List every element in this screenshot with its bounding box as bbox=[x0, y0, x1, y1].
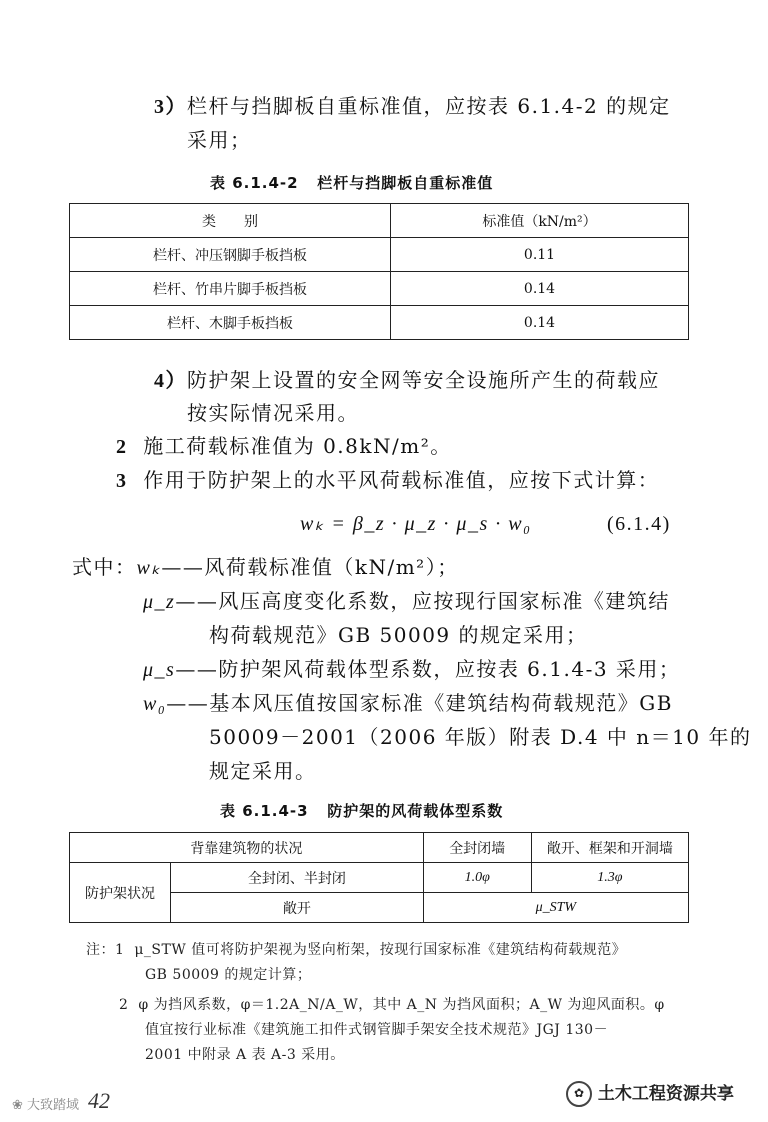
cell: 0.11 bbox=[391, 238, 689, 272]
cell: 敞开 bbox=[171, 893, 424, 923]
note-text: μ_STW 值可将防护架视为竖向桁架，按现行国家标准《建筑结构荷载规范》 bbox=[134, 942, 627, 958]
table-1-caption bbox=[210, 172, 493, 193]
definition-mz-line2: 构荷载规范》GB 50009 的规定采用； bbox=[209, 623, 588, 647]
header-cell: 全封闭墙 bbox=[423, 833, 531, 863]
table-row bbox=[70, 272, 689, 306]
cell: 0.14 bbox=[391, 306, 689, 340]
item-4-line2: 按实际情况采用。 bbox=[187, 401, 359, 425]
definition-w0-line3: 规定采用。 bbox=[209, 759, 317, 783]
row-label-cell: 防护架状况 bbox=[70, 863, 171, 923]
definition-wk bbox=[72, 551, 459, 585]
definition-text: ——风压高度变化系数，应按现行国家标准《建筑结 bbox=[175, 589, 670, 613]
item-3-line2: 采用； bbox=[187, 128, 252, 152]
caption-number: 表 6.1.4-3 bbox=[220, 802, 309, 820]
clause-2 bbox=[116, 430, 452, 464]
watermark-left-text: 大致踏域 bbox=[27, 1098, 80, 1113]
table-2-caption bbox=[220, 800, 503, 821]
cell: 栏杆、木脚手板挡板 bbox=[70, 306, 391, 340]
cell: μ_STW bbox=[423, 893, 688, 923]
note-1-line2: GB 50009 的规定计算； bbox=[145, 967, 312, 983]
definition-text: ——风荷载标准值（kN/m²）； bbox=[161, 555, 459, 579]
definition-ms bbox=[143, 653, 680, 687]
table-row bbox=[70, 306, 689, 340]
header-cell: 敞开、框架和开洞墙 bbox=[531, 833, 688, 863]
table-header-row bbox=[70, 833, 689, 863]
note-1 bbox=[86, 938, 716, 963]
note-lead: 注： bbox=[86, 942, 115, 958]
table-header-row bbox=[70, 204, 689, 238]
note-2-line2: 值宜按行业标准《建筑施工扣件式钢管脚手架安全技术规范》JGJ 130－ bbox=[145, 1022, 609, 1038]
wechat-icon: ✿ bbox=[566, 1081, 592, 1107]
item-4 bbox=[154, 364, 714, 398]
note-2-line3: 2001 中附录 A 表 A-3 采用。 bbox=[145, 1047, 345, 1063]
formula: wₖ = β_z · μ_z · μ_s · w₀ bbox=[300, 513, 532, 535]
clause-text: 施工荷载标准值为 0.8kN/m²。 bbox=[143, 434, 452, 458]
definition-text: ——基本风压值按国家标准《建筑结构荷载规范》GB bbox=[166, 691, 673, 715]
clause-number: 2 bbox=[116, 436, 128, 458]
header-cell: 标准值（kN/m²） bbox=[391, 204, 689, 238]
symbol-w0: w₀ bbox=[143, 693, 167, 715]
caption-title: 防护架的风荷载体型系数 bbox=[327, 802, 504, 820]
caption-title: 栏杆与挡脚板自重标准值 bbox=[317, 174, 494, 192]
item-number: 4） bbox=[154, 370, 187, 392]
symbol-ms: μ_s bbox=[143, 659, 176, 681]
formula-number: (6.1.4) bbox=[607, 513, 671, 535]
definition-lead: 式中： bbox=[72, 555, 137, 579]
watermark-right-text: 土木工程资源共享 bbox=[597, 1084, 734, 1104]
header-cell: 类 别 bbox=[70, 204, 391, 238]
definition-w0 bbox=[143, 687, 673, 721]
symbol-mz: μ_z bbox=[143, 591, 176, 613]
clause-3 bbox=[116, 464, 659, 498]
symbol-wk: wₖ bbox=[136, 557, 162, 579]
watermark-left bbox=[12, 1094, 79, 1113]
caption-number: 表 6.1.4-2 bbox=[210, 174, 299, 192]
cell: 栏杆、冲压钢脚手板挡板 bbox=[70, 238, 391, 272]
item-text-line1: 防护架上设置的安全网等安全设施所产生的荷载应 bbox=[187, 368, 660, 392]
table-1 bbox=[69, 203, 689, 340]
item-3 bbox=[154, 90, 714, 124]
watermark-right bbox=[566, 1079, 734, 1107]
cell: 栏杆、竹串片脚手板挡板 bbox=[70, 272, 391, 306]
cell: 0.14 bbox=[391, 272, 689, 306]
definition-mz bbox=[143, 585, 670, 619]
page-number: 42 bbox=[88, 1088, 110, 1113]
clause-text: 作用于防护架上的水平风荷载标准值，应按下式计算： bbox=[143, 468, 660, 492]
table-row bbox=[70, 863, 689, 893]
cell: 全封闭、半封闭 bbox=[171, 863, 424, 893]
note-number: 2 bbox=[119, 997, 129, 1013]
table-row bbox=[70, 238, 689, 272]
cell: 1.0φ bbox=[423, 863, 531, 893]
note-number: 1 bbox=[115, 942, 125, 958]
note-2 bbox=[119, 993, 719, 1018]
item-text-line1: 栏杆与挡脚板自重标准值，应按表 6.1.4-2 的规定 bbox=[187, 94, 671, 118]
watermark-logo-icon: ❀ bbox=[12, 1098, 23, 1113]
definition-text: ——防护架风荷载体型系数，应按表 6.1.4-3 采用； bbox=[175, 657, 681, 681]
note-text: φ 为挡风系数，φ＝1.2A_N/A_W，其中 A_N 为挡风面积；A_W 为迎风面积。φ bbox=[138, 997, 665, 1013]
header-cell: 背靠建筑物的状况 bbox=[70, 833, 424, 863]
clause-number: 3 bbox=[116, 470, 128, 492]
item-number: 3） bbox=[154, 96, 187, 118]
definition-w0-line2: 50009－2001（2006 年版）附表 D.4 中 n＝10 年的 bbox=[209, 725, 752, 749]
table-2 bbox=[69, 832, 689, 923]
cell: 1.3φ bbox=[531, 863, 688, 893]
